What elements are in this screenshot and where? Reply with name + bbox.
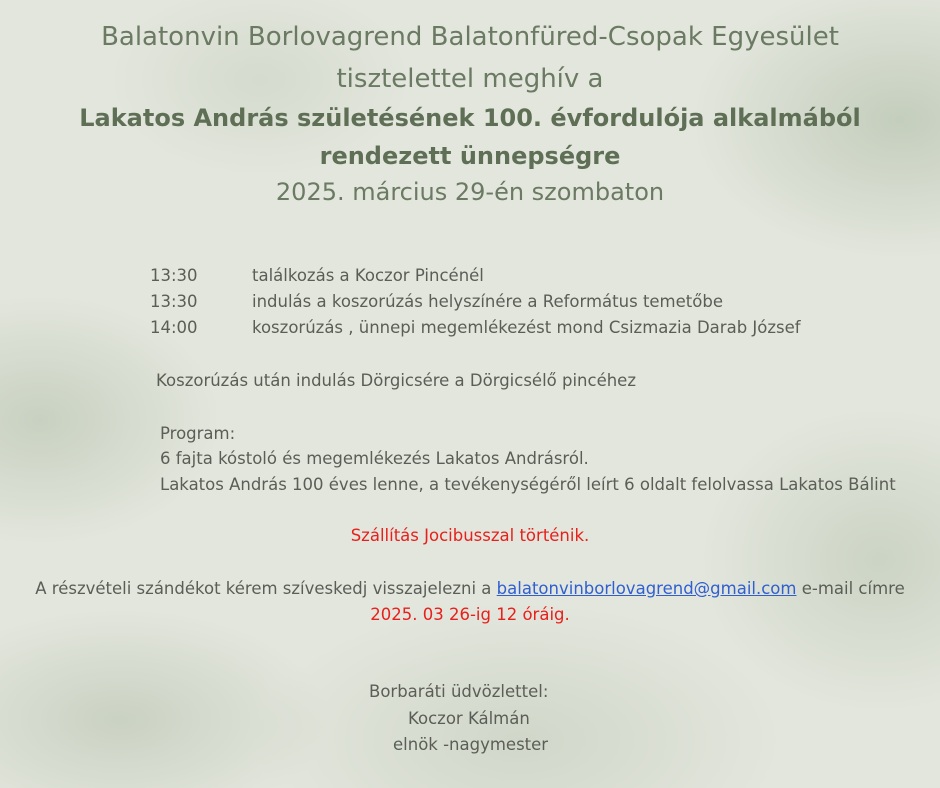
event-title-line1: Lakatos András születésének 100. évfordulója alkalmából: [79, 104, 861, 132]
program-label: Program:: [160, 424, 236, 443]
rsvp-text: A részvételi szándékot kérem szíveskedj visszajelezni a: [35, 579, 497, 598]
organization-name: Balatonvin Borlovagrend Balatonfüred-Csopak Egyesület: [101, 22, 839, 52]
schedule-time: 13:30: [150, 266, 198, 285]
rsvp-text-end: e-mail címre: [796, 579, 905, 598]
event-date: 2025. március 29-én szombaton: [275, 178, 665, 206]
program-item: 6 fajta kóstoló és megemlékezés Lakatos Andrásról.: [160, 449, 589, 468]
schedule-time: 13:30: [150, 292, 198, 311]
schedule-activity: indulás a koszorúzás helyszínére a Református temetőbe: [252, 292, 723, 311]
signer-name: Koczor Kálmán: [408, 709, 530, 728]
schedule-activity: találkozás a Koczor Pincénél: [252, 266, 484, 285]
transport-note: Szállítás Jocibusszal történik.: [350, 526, 590, 545]
schedule-time: 14:00: [150, 318, 198, 337]
event-title-line2: rendezett ünnepségre: [319, 142, 621, 170]
rsvp-line: [0, 579, 940, 598]
program-item: Lakatos András 100 éves lenne, a tevékenységéről leírt 6 oldalt felolvassa Lakatos Bálint: [160, 475, 896, 494]
signer-title: elnök -nagymester: [393, 735, 549, 754]
after-wreath-note: Koszorúzás után indulás Dörgicsére a Dörgicsélő pincéhez: [156, 371, 636, 390]
email-link[interactable]: balatonvinborlovagrend@gmail.com: [496, 579, 797, 598]
rsvp-deadline: 2025. 03 26-ig 12 óráig.: [370, 605, 570, 624]
closing-greeting: Borbaráti üdvözlettel:: [369, 682, 549, 701]
schedule-activity: koszorúzás , ünnepi megemlékezést mond Csizmazia Darab József: [252, 318, 801, 337]
invite-line: tisztelettel meghív a: [336, 64, 604, 94]
